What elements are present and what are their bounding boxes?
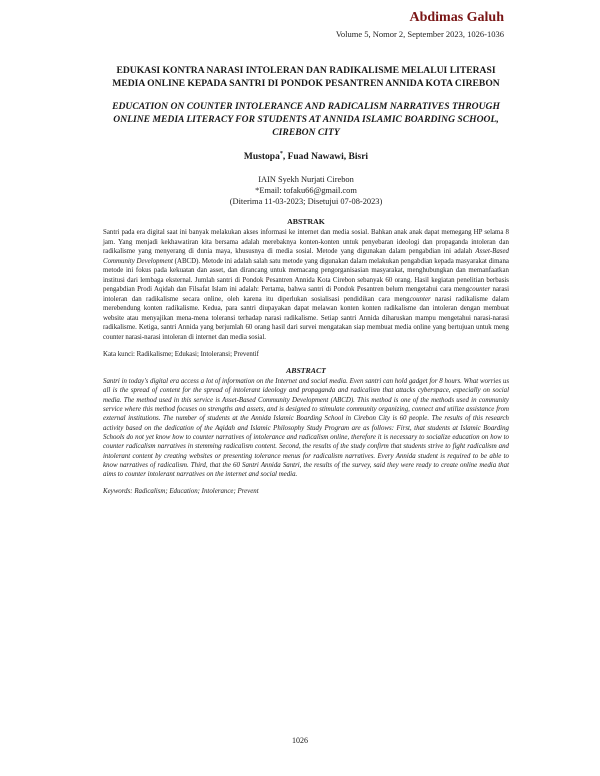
abstract-heading: ABSTRACT: [286, 366, 326, 376]
abstrak-text-4: narasi radikalisme dalam merebendung konten radikalisme. Kedua, para santri diupayakan dapat melawan konten konten radikalisme dan intoleran dengan membuat website atau menyajikan mena-mena toleransi terhadap narasi radikalisme. Setiap santri Annida diharuskan mampu mengetahui narasi-narasi radikalisme. Ketiga, santri Annida yang berjumlah 60 orang hasil dari survei mengatakan siap membuat media online yang bertujuan untuk meng counter narasi-narasi intoleran di internet dan media sosial.: [103, 295, 509, 341]
author-list: [103, 151, 509, 162]
abstrak-method-name: Asset-Based Community Development: [103, 248, 509, 265]
kata-kunci: Kata kunci: Radikalisme; Edukasi; Intoleransi; Preventif: [103, 351, 259, 359]
abstrak-heading: ABSTRAK: [287, 217, 325, 227]
author-rest: , Fuad Nawawi, Bisri: [282, 152, 369, 163]
abstrak-counter-2: counter: [409, 295, 431, 303]
page-number: 1026: [292, 736, 308, 745]
abstrak-text-2: (ABCD). Metode ini adalah salah satu metode yang digunakan dalam melakukan pengabdian kepada masyarakat dimana metode ini fokus pada kekuatan dan asset, dan dirancang untuk memacang pengorganisasian masyarakat, menghubungkan dan memanfaatkan institusi dari lembaga eksternal. Jumlah santri di Pondok Pesantren Annida Kota Cirebon sebanyak 60 orang. Hasil kegiatan penelitian berbasis pengabdian Prodi Aqidah dan Filsafat Islam ini adalah: Pertama, bahwa santri di Pondok Pesantren belum mengetahui cara meng: [103, 257, 509, 294]
institution: IAIN Syekh Nurjati Cirebon: [258, 175, 354, 185]
author-first: Mustopa: [243, 152, 280, 163]
paper-first-page: [103, 64, 509, 495]
corresponding-mark: *: [279, 151, 283, 157]
abstrak-counter-1: counter: [469, 286, 491, 294]
abstrak-body: [103, 228, 509, 342]
abstrak-text-3: narasi intoleran dan radikalisme secara online, oleh karena itu diperlukan sosialisasi pendidikan cara meng: [103, 286, 509, 303]
title-english: EDUCATION ON COUNTER INTOLERANCE AND RADICALISM NARRATIVES THROUGH ONLINE MEDIA LITERACY FOR STUDENTS AT ANNIDA ISLAMIC BOARDING SCHOOL, CIREBON CITY: [112, 101, 500, 138]
email: *Email: tofaku66@gmail.com: [255, 186, 357, 196]
title-indonesian: EDUKASI KONTRA NARASI INTOLERAN DAN RADIKALISME MELALUI LITERASI MEDIA ONLINE KEPADA SANTRI DI PONDOK PESANTREN ANNIDA KOTA CIREBON: [112, 65, 500, 89]
keywords: Keywords: Radicalism; Education; Intolerance; Prevent: [103, 488, 259, 496]
abstrak-text-1: Santri pada era digital saat ini banyak melakukan akses informasi ke internet dan media sosial. Bahkan anak anak dapat memegang HP selama 8 jam. Yang menjadi kekhawatiran kita bersama adalah merebaknya konten-konten untuk penyebaran ideologi dan propaganda intoleran dan radikalisme yang menyerang di dunia maya, khususnya di media sosial. Metode yang digunakan dalam pengabdian ini adalah: [103, 229, 509, 256]
affiliation-block: [103, 174, 509, 207]
journal-name: Abdimas Galuh: [409, 10, 504, 25]
received-accepted-dates: (Diterima 11-03-2023; Disetujui 07-08-2023): [229, 197, 383, 207]
abstract-body: Santri in today's digital era access a lot of information on the Internet and social media. Even santri can hold gadget for 8 hours. What worries us all is the spread of content for the spread of intolerant ideology and propaganda and radicalism that attacks cyberspace, especially on social media. The method used in this service is Asset-Based Community Development (ABCD). This method is one of the methods used in community service where this method focuses on strengths and assets, and is designed to stimulate community organizing, connect and utilize assistance from external institutions. The number of students at the Annida Islamic Boarding School in Cirebon City is 60 people. The results of this research activity based on the dedication of the Aqidah and Islamic Philosophy Study Program are as follows: First, that students at Islamic Boarding Schools do not yet know how to counter narratives of intolerance and radicalism online, therefore it is necessary to socialize education on how to counter radicalism narratives in stemming radicalism content. Second, the results of the study confirm that students strive to fight radicalism and intolerant content by creating websites or presenting tolerance menus for radicalism narratives. Every Annida student is required to be able to know narratives of radicalism. Third, that the 60 Santri Annida Santri, the results of the survey, said they were ready to create online media that aims to counter intolerant narratives on the internet and social media.: [103, 378, 509, 479]
journal-volume-info: Volume 5, Nomor 2, September 2023, 1026-1036: [335, 29, 504, 39]
